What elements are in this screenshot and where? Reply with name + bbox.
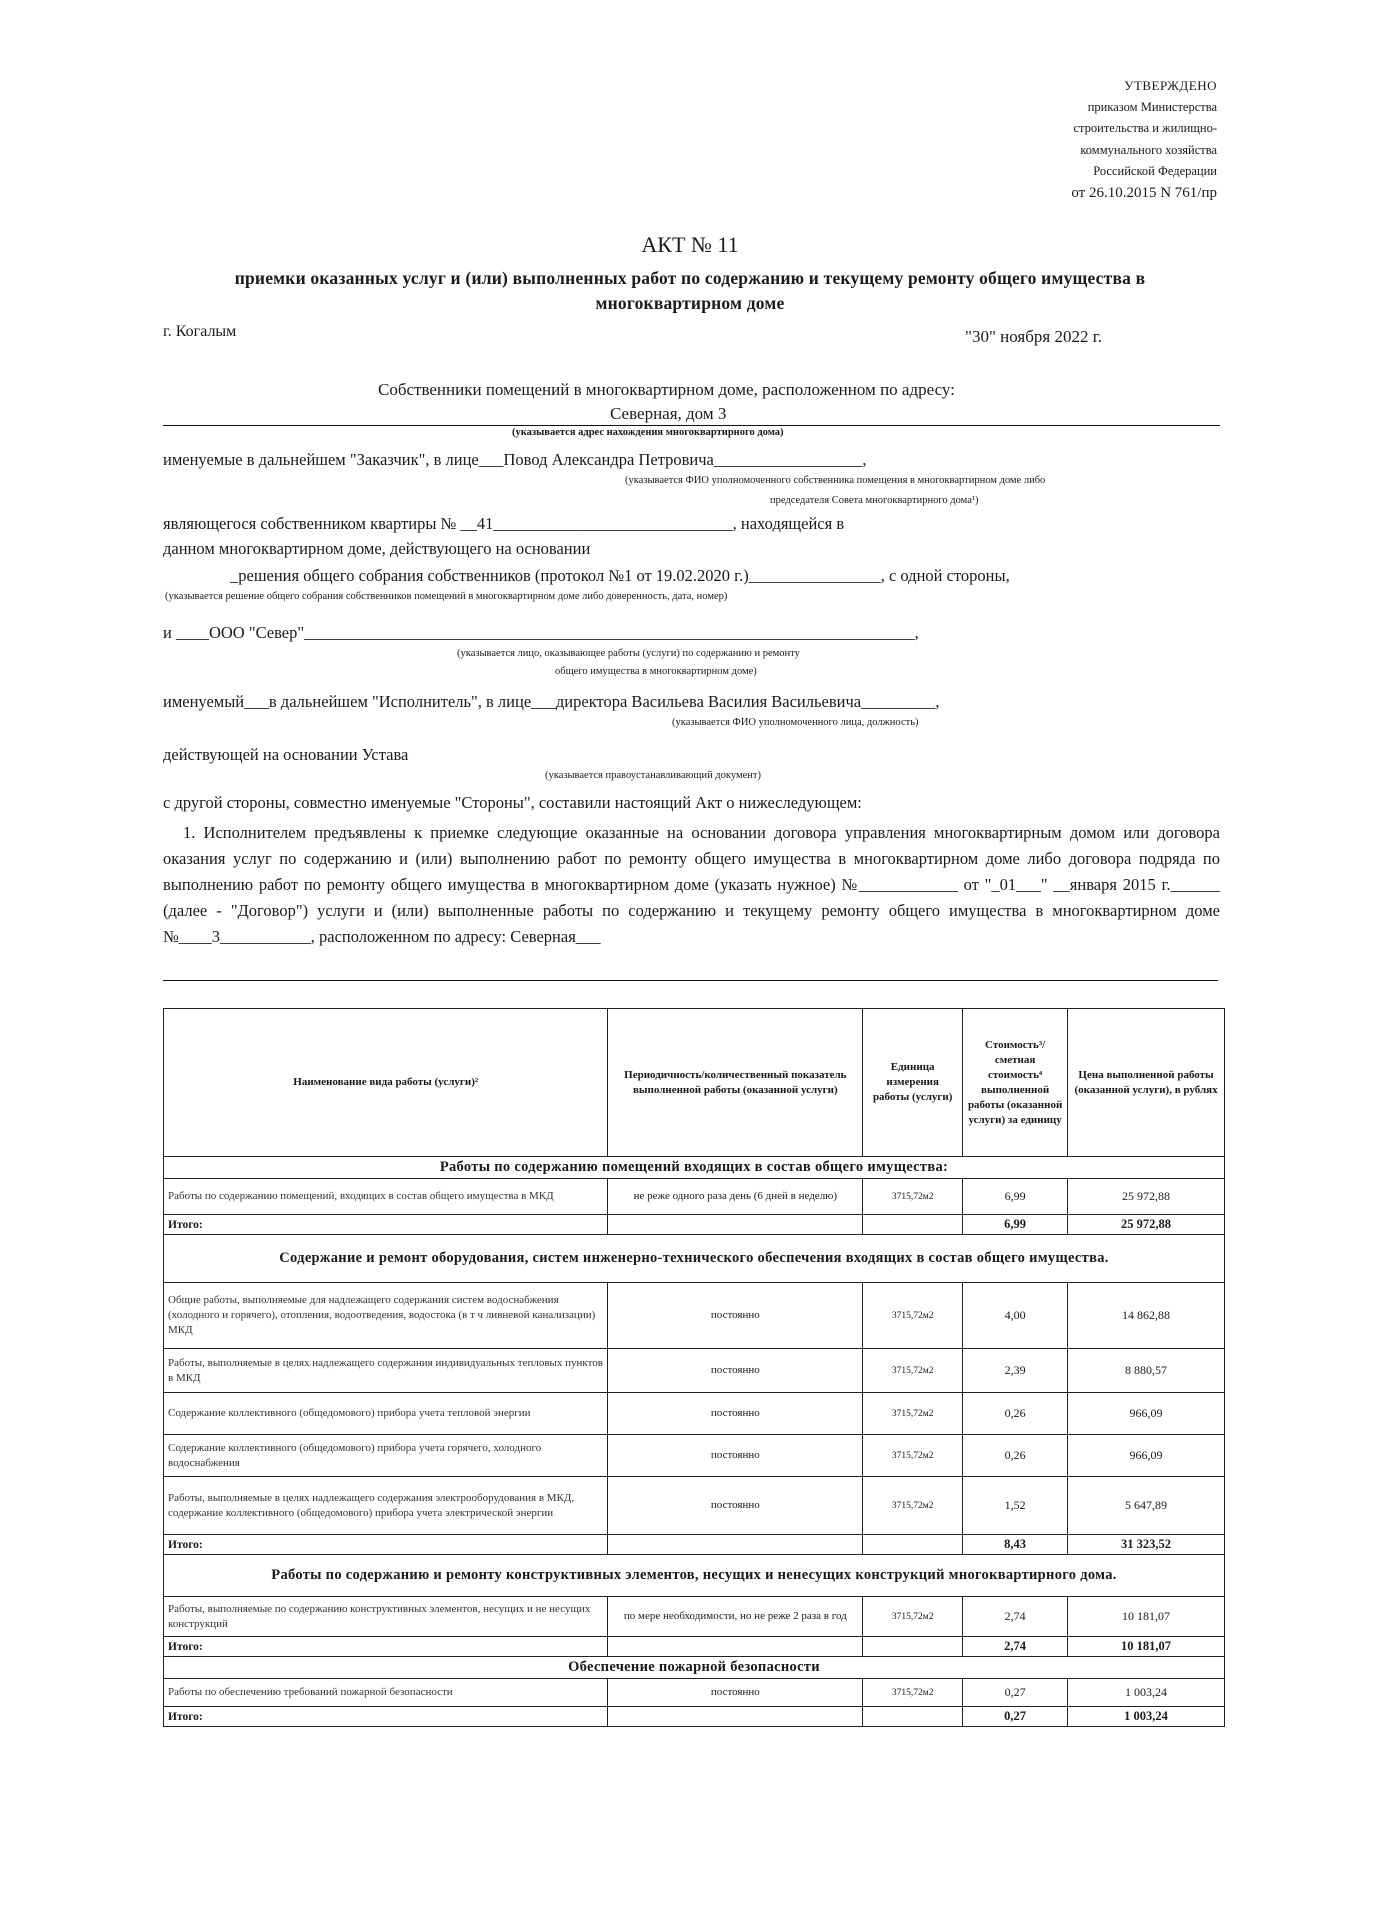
document-subtitle: приемки оказанных услуг и (или) выполненных работ по содержанию и текущему ремонту общего имущества в многоквартирном доме (234, 268, 1146, 313)
charter-line: действующей на основании Устава (163, 745, 409, 764)
row-period: постоянно (608, 1679, 863, 1707)
contractor-line: и ____ООО "Север"__________________________________________________________________________, (163, 623, 919, 642)
total-row (164, 1637, 1225, 1657)
row-name: Содержание коллективного (общедомового) прибора учета тепловой энергии (164, 1393, 608, 1435)
row-price: 966,09 (1068, 1435, 1225, 1477)
row-period: не реже одного раза день (6 дней в неделю) (608, 1179, 863, 1215)
total-row (164, 1707, 1225, 1727)
table-row (164, 1283, 1225, 1349)
row-cost: 2,74 (963, 1597, 1068, 1637)
table-row (164, 1679, 1225, 1707)
header-unit: Единица измерения работы (услуги) (863, 1009, 963, 1157)
approval-line: приказом Министерства (1087, 99, 1217, 114)
row-period: постоянно (608, 1393, 863, 1435)
paragraph-1-text: 1. Исполнителем предъявлены к приемке следующие оказанные на основании договора управления многоквартирным домом или договора оказания услуг по содержанию и (или) выполнению работ по ремонту общего имущества в многоквартирном доме либо договора подряда по выполнению работ по ремонту общего имущества в многоквартирном доме (указать нужное) №____________ от "_01___" __января 2015 г.______ (далее - "Договор") услуги и (или) выполненные работы по содержанию и текущему ремонту общего имущества в многоквартирном доме №____3___________, расположенном по адресу: Северная___ (163, 823, 1220, 946)
approval-block (877, 75, 1217, 204)
row-unit: 3715,72м2 (863, 1435, 963, 1477)
row-unit: 3715,72м2 (863, 1393, 963, 1435)
document-date: "30" ноября 2022 г. (965, 327, 1102, 346)
approval-line: коммунального хозяйства (1080, 142, 1217, 157)
customer-line: именуемые в дальнейшем "Заказчик", в лице___Повод Александра Петровича__________________, (163, 450, 867, 469)
table-row (164, 1597, 1225, 1637)
total-label: Итого: (164, 1707, 608, 1727)
row-unit: 3715,72м2 (863, 1349, 963, 1393)
owner-line: данном многоквартирном доме, действующего на основании (163, 539, 591, 558)
total-cost: 0,27 (963, 1707, 1068, 1727)
row-name: Работы, выполняемые в целях надлежащего содержания электрооборудования в МКД, содержание коллективного (общедомового) прибора учета электрической энергии (164, 1477, 608, 1535)
row-period: по мере необходимости, но не реже 2 раза в год (608, 1597, 863, 1637)
row-cost: 6,99 (963, 1179, 1068, 1215)
row-price: 966,09 (1068, 1393, 1225, 1435)
owners-intro: Собственники помещений в многоквартирном доме, расположенном по адресу: (378, 380, 955, 399)
row-price: 25 972,88 (1068, 1179, 1225, 1215)
address-underline (163, 425, 1220, 426)
approval-order: от 26.10.2015 N 761/пр (1071, 184, 1217, 201)
row-unit: 3715,72м2 (863, 1597, 963, 1637)
row-period: постоянно (608, 1283, 863, 1349)
section-title: Работы по содержанию помещений входящих в состав общего имущества: (164, 1157, 1225, 1179)
row-cost: 4,00 (963, 1283, 1068, 1349)
row-cost: 1,52 (963, 1477, 1068, 1535)
total-price: 1 003,24 (1068, 1707, 1225, 1727)
basis-line: _решения общего собрания собственников (протокол №1 от 19.02.2020 г.)________________, с одной стороны, (230, 566, 1010, 585)
table-row (164, 1349, 1225, 1393)
row-name: Работы по содержанию помещений, входящих в состав общего имущества в МКД (164, 1179, 608, 1215)
header-price: Цена выполненной работы (оказанной услуги), в рублях (1068, 1009, 1225, 1157)
city: г. Когалым (163, 323, 237, 340)
row-cost: 0,27 (963, 1679, 1068, 1707)
paragraph-1 (163, 820, 1220, 950)
total-label: Итого: (164, 1215, 608, 1235)
section-title: Содержание и ремонт оборудования, систем инженерно-технического обеспечения входящих в состав общего имущества. (164, 1235, 1225, 1283)
address-underline (163, 980, 1218, 981)
table-row (164, 1435, 1225, 1477)
row-cost: 2,39 (963, 1349, 1068, 1393)
total-price: 25 972,88 (1068, 1215, 1225, 1235)
executor-line: именуемый___в дальнейшем "Исполнитель", в лице___директора Васильева Василия Васильевича_________, (163, 692, 940, 711)
total-label: Итого: (164, 1535, 608, 1555)
table-row (164, 1179, 1225, 1215)
total-cost: 8,43 (963, 1535, 1068, 1555)
header-period: Периодичность/количественный показатель выполненной работы (оказанной услуги) (608, 1009, 863, 1157)
total-price: 10 181,07 (1068, 1637, 1225, 1657)
approval-line: строительства и жилищно- (1073, 121, 1217, 135)
approval-line: Российской Федерации (1093, 164, 1217, 178)
row-name: Работы по обеспечению требований пожарной безопасности (164, 1679, 608, 1707)
total-row (164, 1535, 1225, 1555)
executor-hint: (указывается ФИО уполномоченного лица, должность) (672, 717, 919, 728)
header-cost: Стоимость³/сметная стоимость⁴ выполненной работы (оказанной услуги) за единицу (963, 1009, 1068, 1157)
total-label: Итого: (164, 1637, 608, 1657)
contractor-hint: (указывается лицо, оказывающее работы (услуги) по содержанию и ремонту (457, 648, 800, 659)
row-unit: 3715,72м2 (863, 1477, 963, 1535)
customer-hint: председателя Совета многоквартирного дома¹) (770, 495, 979, 506)
section-title: Работы по содержанию и ремонту конструктивных элементов, несущих и ненесущих конструкций многоквартирного дома. (164, 1555, 1225, 1597)
row-period: постоянно (608, 1435, 863, 1477)
basis-hint: (указывается решение общего собрания собственников помещений в многоквартирном доме либо доверенность, дата, номер) (165, 591, 728, 602)
row-name: Общие работы, выполняемые для надлежащего содержания систем водоснабжения (холодного и горячего), отопления, водоотведения, водостока (в т ч ливневой канализации) МКД (164, 1283, 608, 1349)
owner-line: являющегося собственником квартиры № __41_____________________________, находящейся в (163, 514, 845, 533)
document-title: АКТ № 11 (641, 232, 739, 257)
row-price: 14 862,88 (1068, 1283, 1225, 1349)
charter-hint: (указывается правоустанавливающий документ) (545, 770, 761, 781)
total-row (164, 1215, 1225, 1235)
total-cost: 6,99 (963, 1215, 1068, 1235)
row-unit: 3715,72м2 (863, 1179, 963, 1215)
row-name: Работы, выполняемые в целях надлежащего содержания индивидуальных тепловых пунктов в МКД (164, 1349, 608, 1393)
approval-line: УТВЕРЖДЕНО (1124, 78, 1217, 93)
row-name: Содержание коллективного (общедомового) прибора учета горячего, холодного водоснабжения (164, 1435, 608, 1477)
row-name: Работы, выполняемые по содержанию конструктивных элементов, несущих и не несущих конструкций (164, 1597, 608, 1637)
row-price: 10 181,07 (1068, 1597, 1225, 1637)
row-price: 8 880,57 (1068, 1349, 1225, 1393)
row-period: постоянно (608, 1349, 863, 1393)
row-period: постоянно (608, 1477, 863, 1535)
contractor-hint: общего имущества в многоквартирном доме) (555, 666, 757, 677)
address: Северная, дом 3 (610, 404, 727, 423)
row-cost: 0,26 (963, 1435, 1068, 1477)
row-unit: 3715,72м2 (863, 1283, 963, 1349)
row-price: 1 003,24 (1068, 1679, 1225, 1707)
total-price: 31 323,52 (1068, 1535, 1225, 1555)
table-row (164, 1393, 1225, 1435)
address-hint: (указывается адрес нахождения многоквартирного дома) (512, 427, 784, 438)
customer-hint: (указывается ФИО уполномоченного собственника помещения в многоквартирном доме либо (625, 475, 1046, 486)
header-name: Наименование вида работы (услуги)² (164, 1009, 608, 1157)
row-price: 5 647,89 (1068, 1477, 1225, 1535)
other-side-line: с другой стороны, совместно именуемые "Стороны", составили настоящий Акт о нижеследующем: (163, 793, 862, 812)
section-title: Обеспечение пожарной безопасности (164, 1657, 1225, 1679)
row-unit: 3715,72м2 (863, 1679, 963, 1707)
table-row (164, 1477, 1225, 1535)
works-table (163, 1008, 1225, 1727)
row-cost: 0,26 (963, 1393, 1068, 1435)
total-cost: 2,74 (963, 1637, 1068, 1657)
